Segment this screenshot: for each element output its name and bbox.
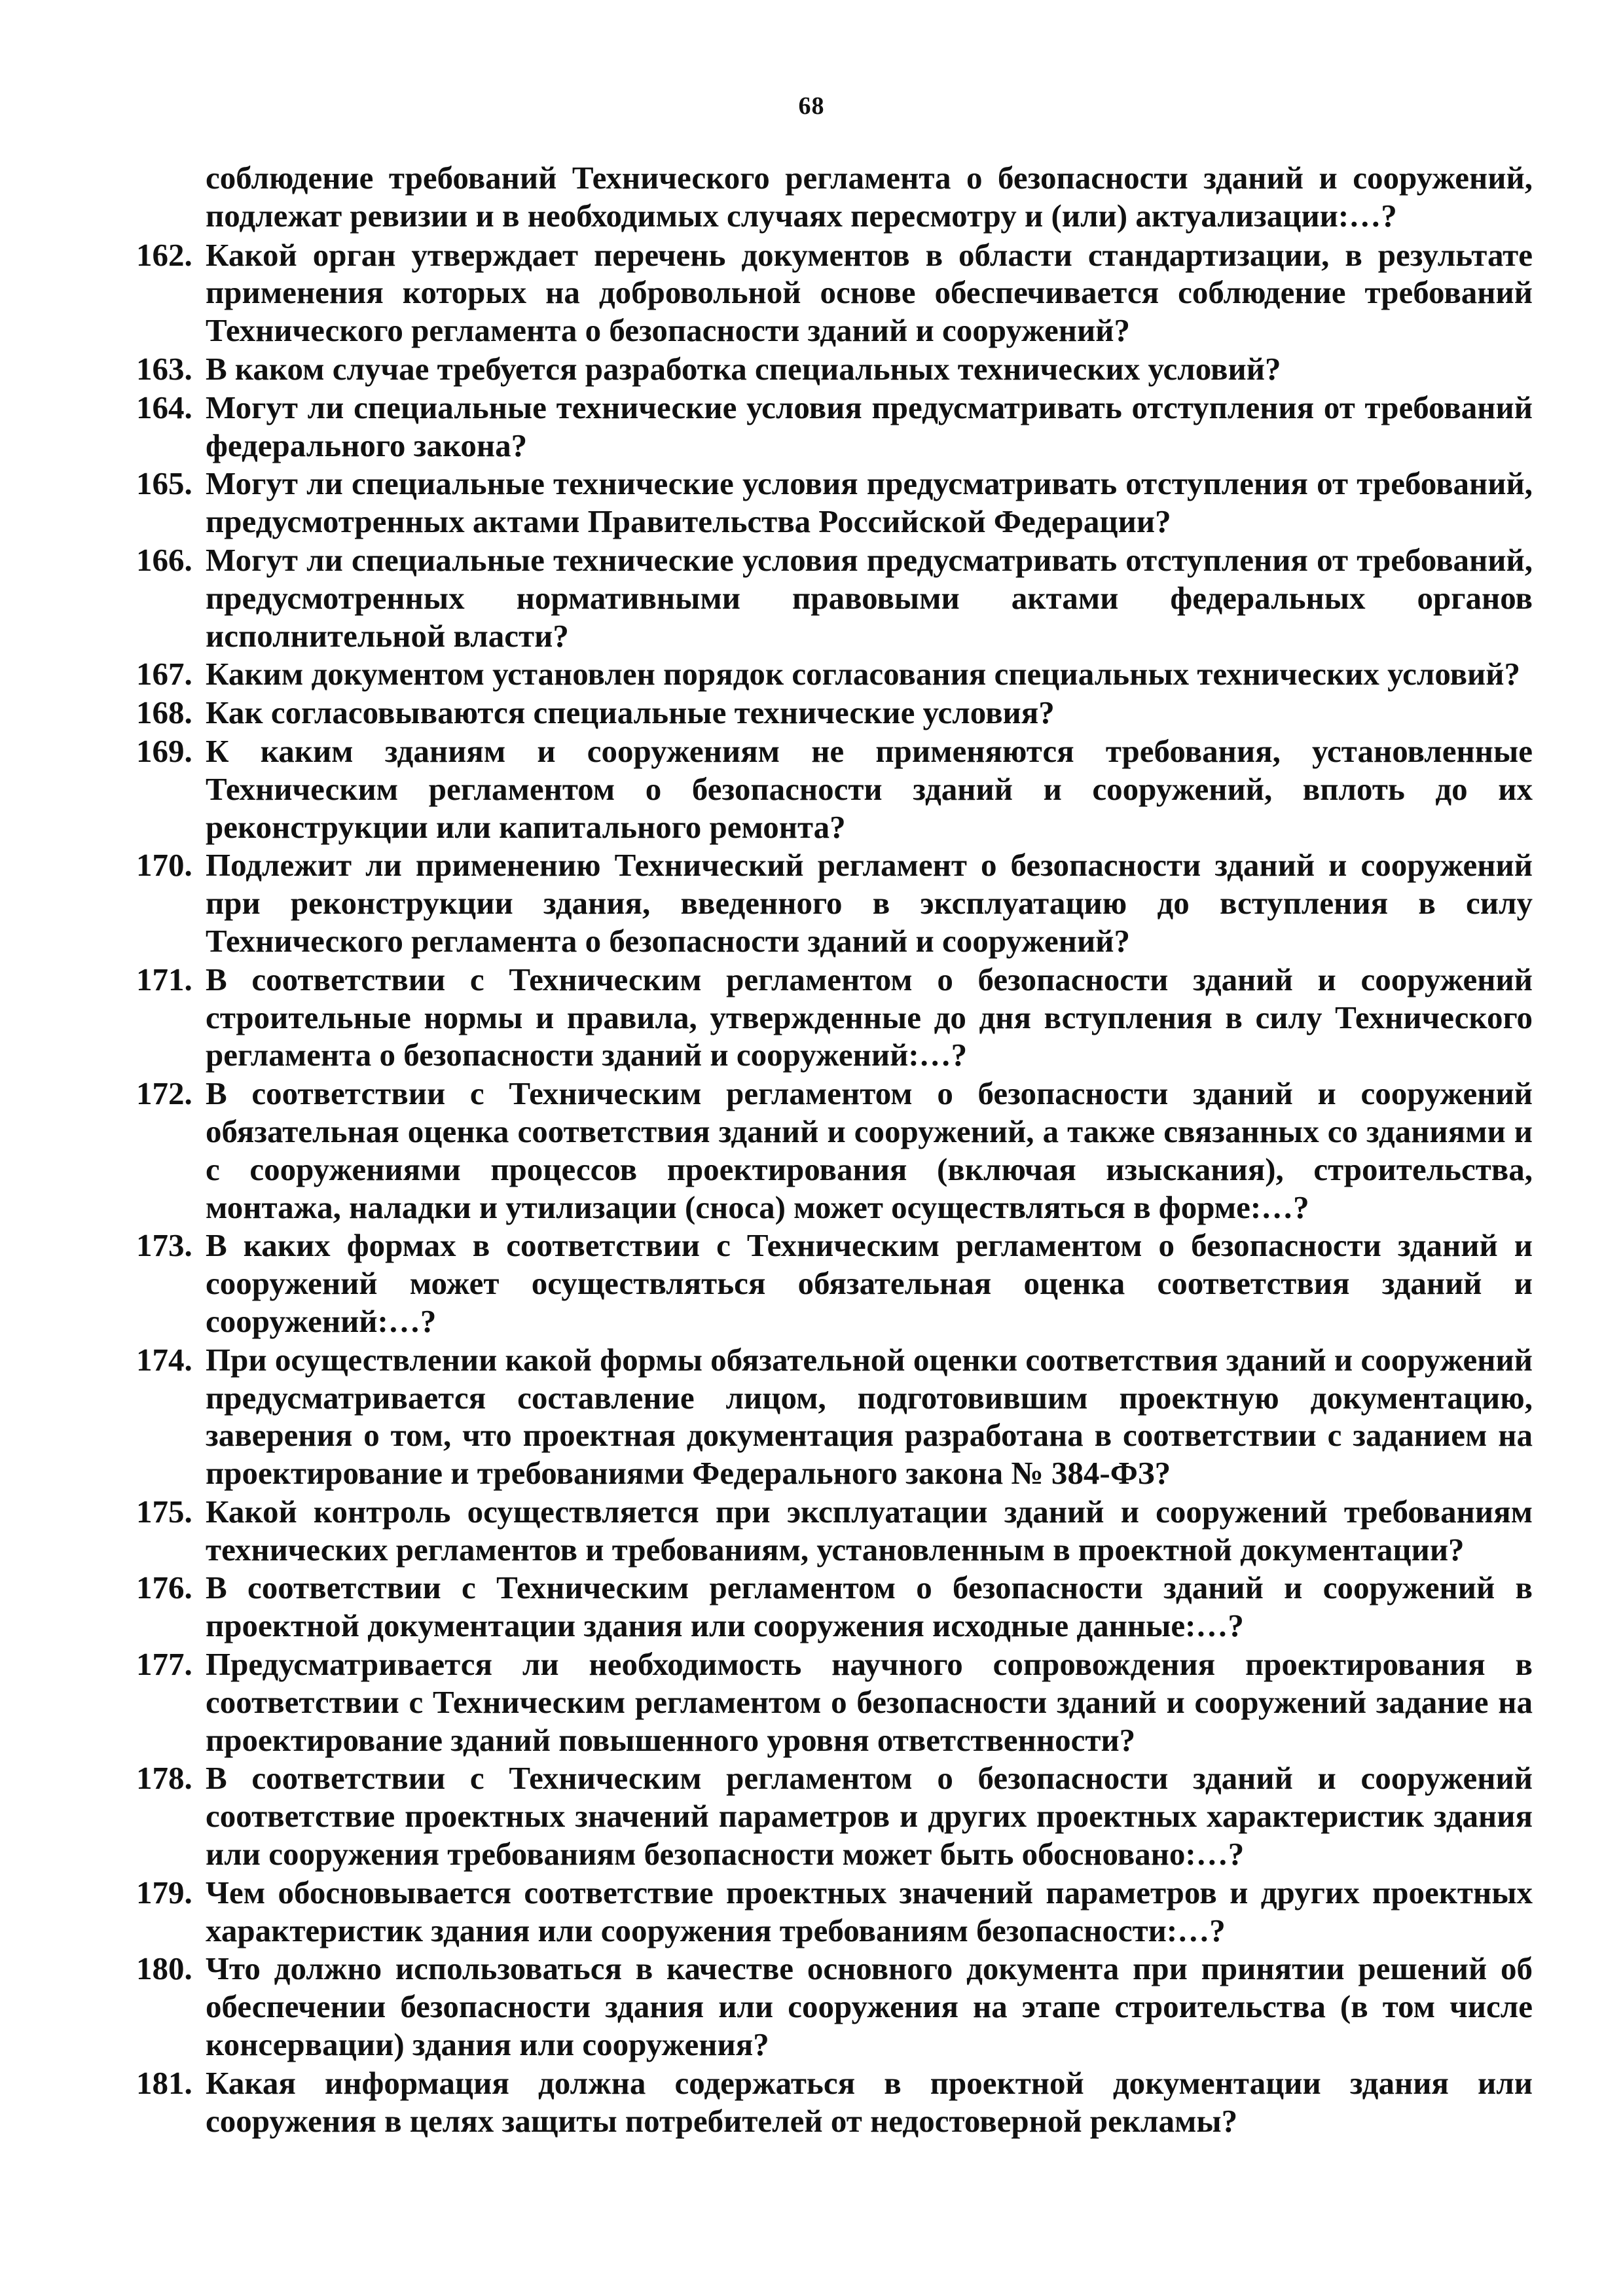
question-item: [136, 2064, 1533, 2140]
question-text: Подлежит ли применению Технический регламент о безопасности зданий и сооружений при реконструкции здания, введенного в эксплуатацию до вступления в силу Технического регламента о безопасности зданий и сооружений?: [206, 847, 1533, 959]
question-item: [136, 655, 1533, 693]
question-number: 181.: [136, 2064, 192, 2101]
continuation-paragraph: соблюдение требований Технического регламента о безопасности зданий и сооружений, подлежат ревизии и в необходимых случаях пересмотру и (или) актуализации:…?: [206, 160, 1533, 234]
question-number: 162.: [136, 236, 192, 273]
question-text: В соответствии с Техническим регламентом о безопасности зданий и сооружений обязательная оценка соответствия зданий и сооружений, а также связанных со зданиями и с сооружениями процессов проектирования (включая изыскания), строительства, монтажа, наладки и утилизации (сноса) может осуществляться в форме:…?: [206, 1075, 1533, 1225]
question-number: 167.: [136, 656, 192, 692]
question-item: [136, 961, 1533, 1074]
question-item: [136, 236, 1533, 350]
question-number: 164.: [136, 389, 192, 425]
question-text: Какой контроль осуществляется при эксплуатации зданий и сооружений требованиям технических регламентов и требованиям, установленным в проектной документации?: [206, 1493, 1533, 1568]
question-number: 176.: [136, 1570, 192, 1606]
question-text: При осуществлении какой формы обязательной оценки соответствия зданий и сооружений предусматривается составление лицом, подготовившим проектную документацию, заверения о том, что проектная документация разработана в соответствии с заданием на проектирование и требованиями Федерального закона № 384-ФЗ?: [206, 1341, 1533, 1492]
question-number: 175.: [136, 1493, 192, 1530]
question-list: [136, 236, 1533, 2140]
question-number: 178.: [136, 1760, 192, 1797]
page-content: [136, 159, 1533, 2140]
question-text: В соответствии с Техническим регламентом о безопасности зданий и сооружений в проектной документации здания или сооружения исходные данные:…?: [206, 1570, 1533, 1644]
question-item: [136, 1645, 1533, 1759]
question-number: 163.: [136, 350, 192, 387]
question-number: 173.: [136, 1227, 192, 1264]
question-text: Какой орган утверждает перечень документов в области стандартизации, в результате применения которых на добровольной основе обеспечивается соблюдение требований Технического регламента о безопасности зданий и сооружений?: [206, 236, 1533, 349]
question-text: Чем обосновывается соответствие проектных значений параметров и других проектных характеристик здания или сооружения требованиям безопасности:…?: [206, 1874, 1533, 1948]
question-text: В соответствии с Техническим регламентом о безопасности зданий и сооружений соответствие проектных значений параметров и других проектных характеристик здания или сооружения требованиям безопасности может быть обосновано:…?: [206, 1760, 1533, 1873]
question-text: Могут ли специальные технические условия предусматривать отступления от требований, предусмотренных актами Правительства Российской Федерации?: [206, 465, 1533, 540]
question-text: Как согласовываются специальные технические условия?: [206, 694, 1055, 731]
question-item: [136, 846, 1533, 960]
question-text: Каким документом установлен порядок согласования специальных технических условий?: [206, 656, 1521, 692]
question-item: [136, 1874, 1533, 1950]
question-item: [136, 1227, 1533, 1340]
question-item: [136, 1493, 1533, 1569]
question-number: 169.: [136, 732, 192, 769]
question-item: [136, 1759, 1533, 1873]
question-item: [136, 694, 1533, 732]
question-text: Могут ли специальные технические условия предусматривать отступления от требований федерального закона?: [206, 389, 1533, 463]
question-number: 165.: [136, 465, 192, 502]
question-number: 168.: [136, 694, 192, 731]
question-text: В каком случае требуется разработка специальных технических условий?: [206, 350, 1281, 387]
question-text: В соответствии с Техническим регламентом о безопасности зданий и сооружений строительные нормы и правила, утвержденные до дня вступления в силу Технического регламента о безопасности зданий и сооружений:…?: [206, 961, 1533, 1073]
question-item: [136, 1075, 1533, 1226]
question-item: [136, 1341, 1533, 1492]
question-number: 179.: [136, 1874, 192, 1910]
question-text: Какая информация должна содержаться в проектной документации здания или сооружения в целях защиты потребителей от недостоверной рекламы?: [206, 2064, 1533, 2139]
question-text: Могут ли специальные технические условия предусматривать отступления от требований, предусмотренных нормативными правовыми актами федеральных органов исполнительной власти?: [206, 541, 1533, 654]
question-item: [136, 389, 1533, 465]
question-number: 172.: [136, 1075, 192, 1112]
question-item: [136, 541, 1533, 655]
question-number: 180.: [136, 1950, 192, 1987]
question-number: 177.: [136, 1646, 192, 1683]
question-number: 171.: [136, 961, 192, 997]
question-text: В каких формах в соответствии с Техническим регламентом о безопасности зданий и сооружений может осуществляться обязательная оценка соответствия зданий и сооружений:…?: [206, 1227, 1533, 1339]
question-item: [136, 1569, 1533, 1645]
question-item: [136, 350, 1533, 388]
question-number: 174.: [136, 1341, 192, 1378]
question-text: Предусматривается ли необходимость научного сопровождения проектирования в соответствии с Техническим регламентом о безопасности зданий и сооружений задание на проектирование зданий повышенного уровня ответственности?: [206, 1646, 1533, 1758]
page-number: 68: [798, 92, 825, 120]
question-item: [136, 732, 1533, 846]
question-item: [136, 465, 1533, 541]
question-text: К каким зданиям и сооружениям не применяются требования, установленные Техническим регламентом о безопасности зданий и сооружений, вплоть до их реконструкции или капитального ремонта?: [206, 732, 1533, 845]
question-text: Что должно использоваться в качестве основного документа при принятии решений об обеспечении безопасности здания или сооружения на этапе строительства (в том числе консервации) здания или сооружения?: [206, 1950, 1533, 2063]
question-number: 170.: [136, 847, 192, 884]
question-item: [136, 1950, 1533, 2063]
question-number: 166.: [136, 541, 192, 578]
